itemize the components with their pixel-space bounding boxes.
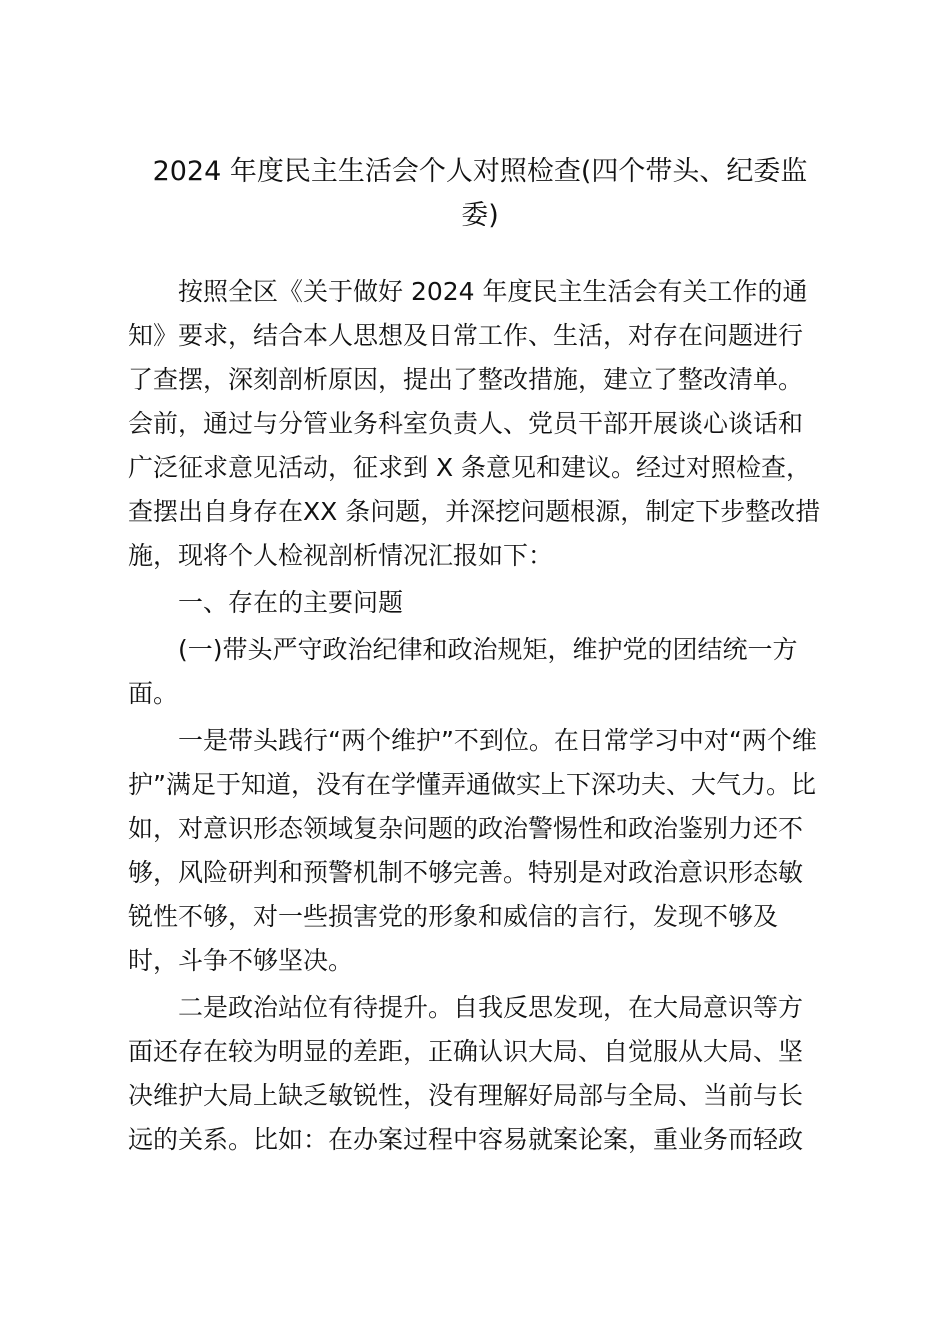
title-line: 委) — [461, 200, 499, 231]
text-line: 护”满足于知道，没有在学懂弄通做实上下深功夫、大气力。比 — [128, 770, 816, 799]
text-line: 施，现将个人检视剖析情况汇报如下： — [128, 541, 554, 570]
text-line: 查摆出自身存在XX 条问题，并深挖问题根源，制定下步整改措 — [128, 497, 821, 526]
text-line: 一是带头践行“两个维护”不到位。在日常学习中对“两个维 — [178, 726, 817, 755]
text-line: 锐性不够，对一些损害党的形象和威信的言行，发现不够及 — [128, 902, 779, 931]
issue-paragraph — [128, 719, 828, 983]
text-line: 时，斗争不够坚决。 — [128, 946, 354, 975]
text-line: 知》要求，结合本人思想及日常工作、生活，对存在问题进行 — [128, 321, 804, 350]
subsection-heading — [128, 628, 828, 716]
text-line: 一、存在的主要问题 — [178, 588, 404, 617]
issue-paragraph — [128, 986, 828, 1162]
document-title — [120, 150, 840, 238]
intro-paragraph — [128, 270, 828, 402]
text-line: 了查摆，深刻剖析原因，提出了整改措施，建立了整改清单。 — [128, 365, 804, 394]
text-line: 够，风险研判和预警机制不够完善。特别是对政治意识形态敏 — [128, 858, 804, 887]
text-line: 远的关系。比如：在办案过程中容易就案论案，重业务而轻政 — [128, 1125, 804, 1154]
text-line: 按照全区《关于做好 2024 年度民主生活会有关工作的通 — [178, 277, 808, 306]
text-line: 面。 — [128, 679, 179, 708]
text-line: (一)带头严守政治纪律和政治规矩，维护党的团结统一方 — [178, 635, 798, 664]
text-line: 会前，通过与分管业务科室负责人、党员干部开展谈心谈话和 — [128, 409, 804, 438]
title-line: 2024 年度民主生活会个人对照检查(四个带头、纪委监 — [152, 156, 808, 187]
text-line: 广泛征求意见活动，征求到 X 条意见和建议。经过对照检查， — [128, 453, 812, 482]
section-heading — [128, 581, 828, 625]
text-line: 如，对意识形态领域复杂问题的政治警惕性和政治鉴别力还不 — [128, 814, 804, 843]
text-line: 二是政治站位有待提升。自我反思发现，在大局意识等方 — [178, 993, 804, 1022]
text-line: 决维护大局上缺乏敏锐性，没有理解好局部与全局、当前与长 — [128, 1081, 804, 1110]
document-body — [128, 270, 828, 1162]
text-line: 面还存在较为明显的差距，正确认识大局、自觉服从大局、坚 — [128, 1037, 804, 1066]
context-paragraph — [128, 402, 828, 578]
